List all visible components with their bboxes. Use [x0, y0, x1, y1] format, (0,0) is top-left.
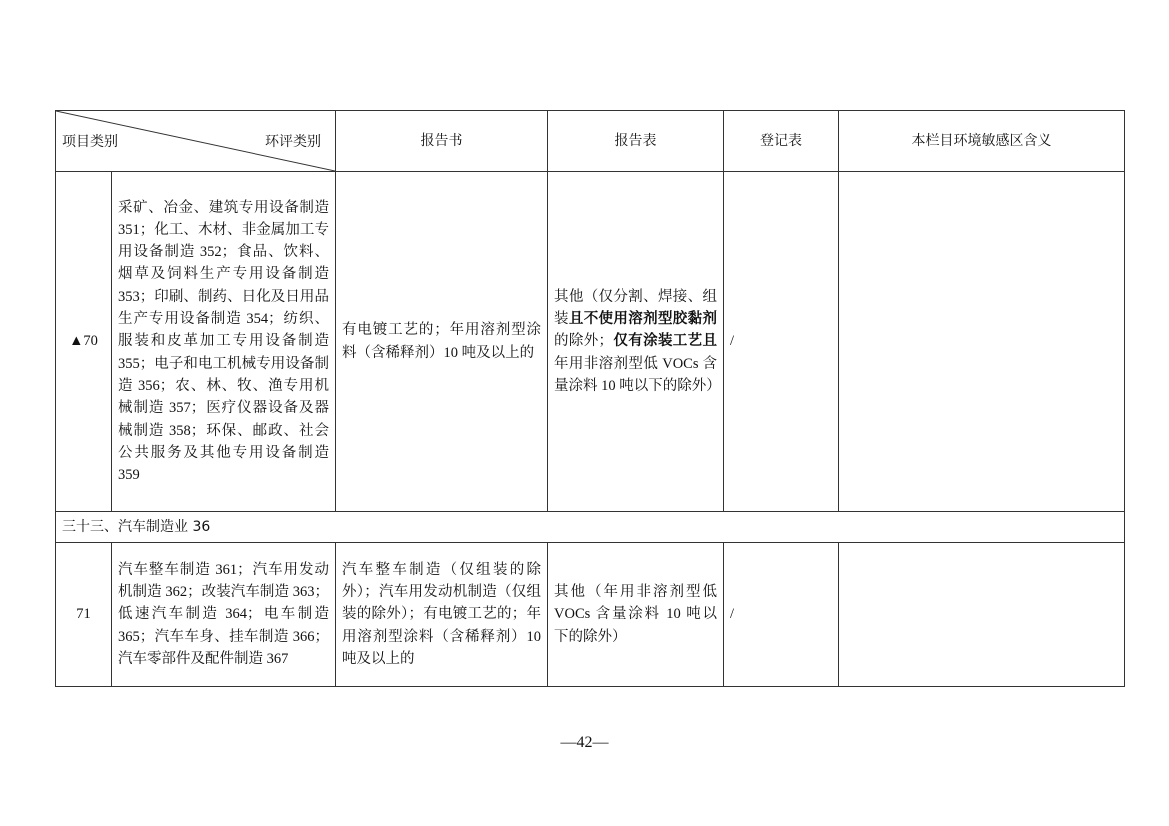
eia-classification-table: [55, 110, 1125, 687]
header-report-form: 报告表: [548, 111, 724, 172]
row-report-form: 其他（年用非溶剂型低 VOCs 含量涂料 10 吨以下的除外）: [548, 543, 724, 687]
row-registration: /: [724, 172, 839, 512]
header-registration: 登记表: [724, 111, 839, 172]
diagonal-header-cell: [56, 111, 336, 172]
text-segment: 年用非溶剂型低 VOCs 含量涂料 10 吨以下的除外）: [554, 355, 721, 394]
row-report-form: [548, 172, 724, 512]
header-report-book: 报告书: [336, 111, 548, 172]
text-segment: 其他（仅分割、焊接、组装: [554, 288, 717, 328]
table-header-row: [56, 111, 1125, 172]
row-report-book: 有电镀工艺的；年用溶剂型涂料（含稀释剂）10 吨及以上的: [336, 172, 548, 512]
row-sensitive-area: [839, 172, 1125, 512]
table-row: [56, 543, 1125, 687]
row-registration: /: [724, 543, 839, 687]
row-number: ▲70: [56, 172, 112, 512]
header-sensitive-area: 本栏目环境敏感区含义: [839, 111, 1125, 172]
bold-segment: 仅有涂装工艺且: [613, 333, 718, 350]
row-category: 汽车整车制造 361；汽车用发动机制造 362；改装汽车制造 363；低速汽车制造 364；电车制造 365；汽车车身、挂车制造 366；汽车零部件及配件制造 367: [112, 543, 336, 687]
bold-segment: 且不使用溶剂型胶黏剂: [568, 311, 718, 328]
row-report-book: 汽车整车制造（仅组装的除外）；汽车用发动机制造（仅组装的除外）；有电镀工艺的；年用溶剂型涂料（含稀释剂）10 吨及以上的: [336, 543, 548, 687]
section-row: [56, 512, 1125, 543]
section-title: 三十三、汽车制造业 36: [56, 512, 1125, 543]
eia-category-label: 环评类别: [265, 134, 321, 150]
row-category: 采矿、冶金、建筑专用设备制造 351；化工、木材、非金属加工专用设备制造 352；食品、饮料、烟草及饲料生产专用设备制造 353；印刷、制药、日化及日用品生产专用设备制造 354；纺织、服装和皮革加工专用设备制造 355；电子和电工机械专用设备制造 356；农、林、牧、渔专用机械制造 357；医疗仪器设备及器械制造 358；环保、邮政、社会公共服务及其他专用设备制造 359: [112, 172, 336, 512]
row-number: 71: [56, 543, 112, 687]
project-category-label: 项目类别: [62, 134, 118, 150]
text-segment: 的除外；: [554, 333, 614, 350]
page-number: —42—: [560, 734, 609, 751]
row-sensitive-area: [839, 543, 1125, 687]
table-row: [56, 172, 1125, 512]
